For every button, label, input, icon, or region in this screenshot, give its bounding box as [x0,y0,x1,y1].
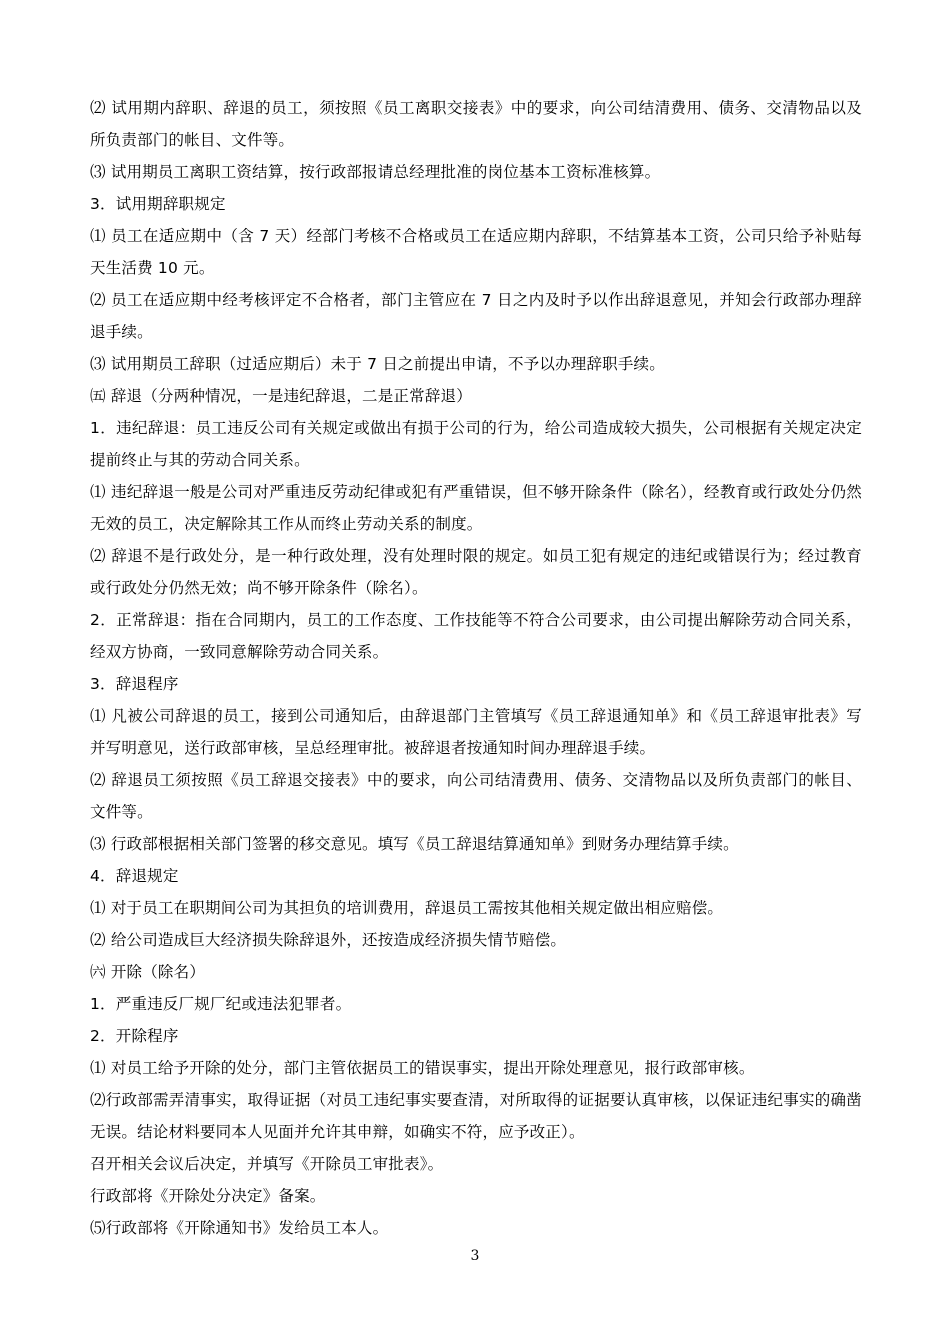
paragraph: ⑴ 员工在适应期中（含 7 天）经部门考核不合格或员工在适应期内辞职，不结算基本工资，公司只给予补贴每天生活费 10 元。 [90,227,862,277]
paragraph: 2．正常辞退：指在合同期内，员工的工作态度、工作技能等不符合公司要求，由公司提出解除劳动合同关系，经双方协商，一致同意解除劳动合同关系。 [90,611,862,661]
paragraph: ⑵ 试用期内辞职、辞退的员工，须按照《员工离职交接表》中的要求，向公司结清费用、债务、交清物品以及所负责部门的帐目、文件等。 [90,99,862,149]
paragraph: ⑴ 对员工给予开除的处分，部门主管依据员工的错误事实，提出开除处理意见，报行政部审核。 [90,1059,755,1077]
paragraph: ⑵ 辞退不是行政处分，是一种行政处理，没有处理时限的规定。如员工犯有规定的违纪或错误行为；经过教育或行政处分仍然无效；尚不够开除条件（除名）。 [90,547,862,597]
paragraph: ⑵ 员工在适应期中经考核评定不合格者，部门主管应在 7 日之内及时予以作出辞退意见，并知会行政部办理辞退手续。 [90,291,862,341]
paragraph: 1．违纪辞退：员工违反公司有关规定或做出有损于公司的行为，给公司造成较大损失，公司根据有关规定决定提前终止与其的劳动合同关系。 [90,419,862,469]
section-heading: 4．辞退规定 [90,867,179,885]
paragraph: ⑴ 违纪辞退一般是公司对严重违反劳动纪律或犯有严重错误，但不够开除条件（除名），经教育或行政处分仍然无效的员工，决定解除其工作从而终止劳动关系的制度。 [90,483,862,533]
paragraph: ⑶ 试用期员工辞职（过适应期后）未于 7 日之前提出申请，不予以办理辞职手续。 [90,355,665,373]
section-heading: 2．开除程序 [90,1027,179,1045]
paragraph: ⑴ 凡被公司辞退的员工，接到公司通知后，由辞退部门主管填写《员工辞退通知单》和《员工辞退审批表》写并写明意见，送行政部审核，呈总经理审批。被辞退者按通知时间办理辞退手续。 [90,707,862,757]
paragraph: ⑸行政部将《开除通知书》发给员工本人。 [90,1219,389,1237]
paragraph: ⑵ 给公司造成巨大经济损失除辞退外，还按造成经济损失情节赔偿。 [90,931,567,949]
section-heading: 3．辞退程序 [90,675,179,693]
section-heading: 3．试用期辞职规定 [90,195,226,213]
paragraph: ⑶ 行政部根据相关部门签署的移交意见。填写《员工辞退结算通知单》到财务办理结算手续。 [90,835,739,853]
paragraph: 1．严重违反厂规厂纪或违法犯罪者。 [90,995,352,1013]
paragraph: ⑴ 对于员工在职期间公司为其担负的培训费用，辞退员工需按其他相关规定做出相应赔偿。 [90,899,724,917]
paragraph: 行政部将《开除处分决定》备案。 [90,1187,326,1205]
paragraph: ⑵ 辞退员工须按照《员工辞退交接表》中的要求，向公司结清费用、债务、交清物品以及所负责部门的帐目、文件等。 [90,771,862,821]
paragraph: ⑵行政部需弄清事实，取得证据（对员工违纪事实要查清，对所取得的证据要认真审核，以保证违纪事实的确凿无误。结论材料要同本人见面并允许其申辩，如确实不符，应予改正）。 [90,1091,862,1141]
section-heading: ㈥ 开除（除名） [90,963,206,981]
paragraph: ⑶ 试用期员工离职工资结算，按行政部报请总经理批准的岗位基本工资标准核算。 [90,163,661,181]
page-number: 3 [470,1248,480,1264]
paragraph: 召开相关会议后决定，并填写《开除员工审批表》。 [90,1155,444,1173]
document-body [90,92,862,1244]
section-heading: ㈤ 辞退（分两种情况，一是违纪辞退，二是正常辞退） [90,387,472,405]
